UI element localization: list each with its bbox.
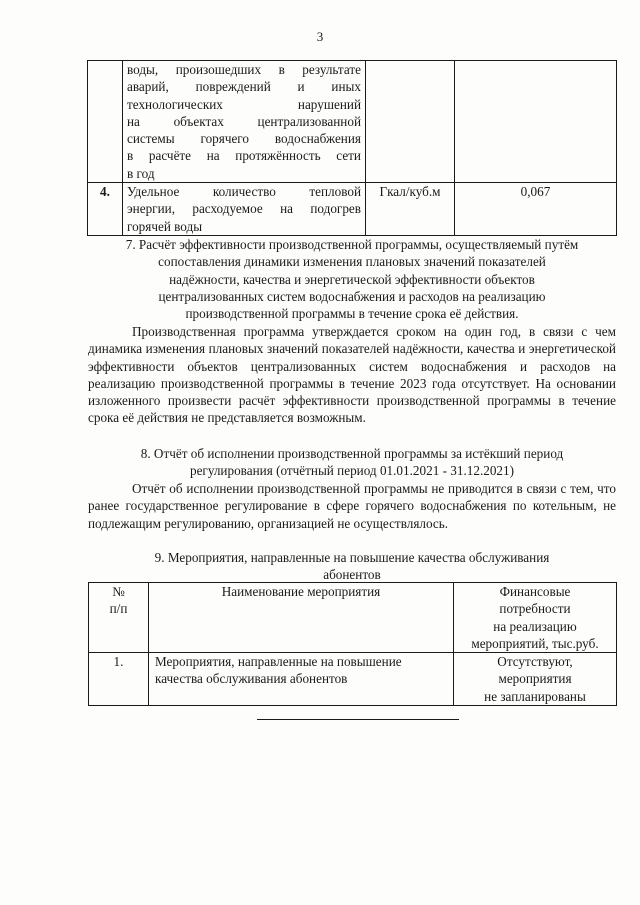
text-line: аварий, повреждений и иных xyxy=(127,79,361,95)
text-line: горячей воды xyxy=(127,218,203,234)
value-cell xyxy=(455,61,617,183)
text-line: п/п xyxy=(109,601,128,617)
end-rule xyxy=(257,719,459,720)
indicator-name-cell xyxy=(123,61,366,183)
table-row xyxy=(88,61,617,183)
activities-table xyxy=(88,582,617,706)
text-line: Финансовые xyxy=(499,584,571,599)
unit-cell xyxy=(366,61,455,183)
heading-line: централизованных систем водоснабжения и расходов на реализацию xyxy=(158,288,546,304)
text-line: потребности xyxy=(499,601,571,617)
row-number-cell xyxy=(88,61,123,183)
text-line: мероприятий, тыс.руб. xyxy=(471,635,599,651)
text-line: Мероприятия, направленные на повышение xyxy=(155,654,402,670)
text-line: качества обслуживания абонентов xyxy=(155,671,348,687)
page-number: 3 xyxy=(316,29,324,44)
text-line: не запланированы xyxy=(484,688,586,704)
section-7-paragraph: Производственная программа утверждается сроком на один год, в связи с чем динамика изменения плановых значений показателей надёжности, качества и энергетической эффективности объектов централизованных систем водоснабжения и расходов на реализацию производственной программы в течение 2023 года отсутствует. На основании изложенного произвести расчёт эффективности производственной программы в течение срока её действия не представляется возможным. xyxy=(88,324,616,426)
table-row xyxy=(88,183,617,236)
section-7-heading xyxy=(88,236,616,322)
text-line: № xyxy=(112,584,125,599)
section-8-paragraph: Отчёт об исполнении производственной программы не приводится в связи с тем, что ранее государственное регулирование в сфере горячего водоснабжения по котельным, не подлежащим регулированию, организацией не осуществлялось. xyxy=(88,481,616,531)
table-row xyxy=(89,653,617,706)
text-line: Удельное количество тепловой xyxy=(127,184,361,200)
column-header-finance xyxy=(454,583,617,653)
activity-name-cell xyxy=(149,653,454,706)
text-line: в расчёте на протяжённость сети xyxy=(127,148,361,164)
text-line: Отсутствуют, xyxy=(497,654,573,670)
heading-line: производственной программы в течение срока её действия. xyxy=(185,306,519,322)
unit-cell: Гкал/куб.м xyxy=(366,183,455,236)
text-line: в год xyxy=(127,165,155,181)
text-line: энергии, расходуемое на подогрев xyxy=(127,201,361,217)
column-header-number xyxy=(89,583,149,653)
indicator-name-cell xyxy=(123,183,366,236)
row-number-cell: 1. xyxy=(89,653,149,706)
indicators-table xyxy=(87,60,617,236)
text-line: на реализацию xyxy=(493,618,577,634)
heading-line: сопоставления динамики изменения плановых значений показателей xyxy=(158,254,546,270)
table-header-row xyxy=(89,583,617,653)
text-line: воды, произошедших в результате xyxy=(127,62,361,77)
section-9-heading xyxy=(88,549,616,584)
heading-line: 8. Отчёт об исполнении производственной программы за истёкший период xyxy=(140,446,564,461)
finance-cell xyxy=(454,653,617,706)
heading-line: регулирования (отчётный период 01.01.2021 - 31.12.2021) xyxy=(189,463,515,479)
heading-line: абонентов xyxy=(323,567,381,583)
heading-line: 7. Расчёт эффективности производственной программы, осуществляемый путём xyxy=(125,237,579,252)
heading-line: 9. Мероприятия, направленные на повышение качества обслуживания xyxy=(154,550,550,565)
text-line: системы горячего водоснабжения xyxy=(127,131,361,147)
heading-line: надёжности, качества и энергетической эффективности объектов xyxy=(169,271,535,287)
value-cell: 0,067 xyxy=(455,183,617,236)
column-header-name: Наименование мероприятия xyxy=(149,583,454,653)
text-line: на объектах централизованной xyxy=(127,113,361,129)
section-8-heading xyxy=(88,445,616,480)
row-number-cell: 4. xyxy=(88,183,123,236)
text-line: технологических нарушений xyxy=(127,96,361,112)
text-line: мероприятия xyxy=(498,671,572,687)
